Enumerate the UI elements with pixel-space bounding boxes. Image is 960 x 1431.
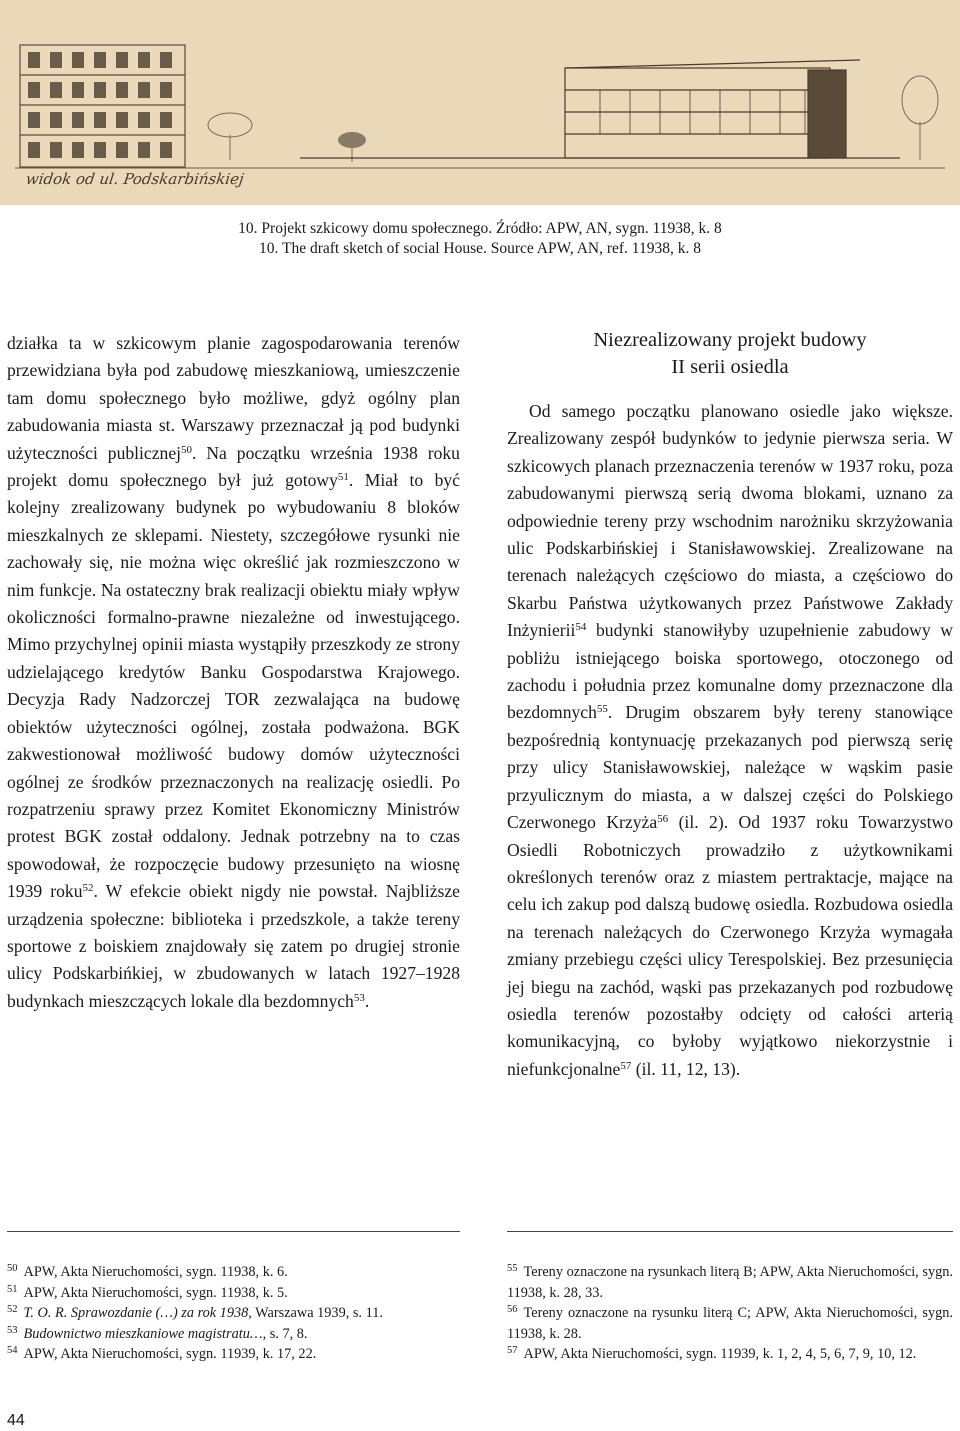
right-body-column (507, 327, 953, 1083)
footnote-57 (507, 1344, 953, 1365)
footnote-number: 51 (7, 1283, 18, 1295)
footnote-ref-54: 54 (575, 621, 587, 634)
caption-english: 10. The draft sketch of social House. Source APW, AN, ref. 11938, k. 8 (259, 240, 701, 257)
footnote-55 (507, 1262, 953, 1303)
footnote-ref-52: 52 (82, 882, 94, 895)
footnote-text: APW, Akta Nieruchomości, sygn. 11938, k. 6. (23, 1264, 288, 1280)
footnote-number: 54 (7, 1345, 18, 1357)
footnote-number: 55 (507, 1263, 518, 1274)
footnote-50 (7, 1262, 460, 1283)
footnote-text: Tereny oznaczone na rysunkach literą B; APW, Akta Nieruchomości, sygn. 11938, k. 28, 33. (507, 1264, 953, 1301)
section-heading (507, 327, 953, 381)
footnote-ref-53: 53 (353, 991, 365, 1004)
heading-line-2: II serii osiedla (671, 356, 789, 378)
footnote-number: 57 (507, 1345, 518, 1357)
footnotes-left (7, 1262, 460, 1365)
text-run: Od samego początku planowano osiedle jako większe. Zrealizowany zespół budynków to jedynie pierwsza seria. W szkicowych planach przeznaczenia terenów w 1937 roku, poza zabudowanymi pierwszą serią dwoma blokami, uznano za odpowiednie tereny przy wschodnim narożniku skrzyżowania ulic Podskarbińskiej i Stanisławowskiej. Zrealizowane na terenach należących częściowo do miasta, a częściowo do Skarbu Państwa użytkowanych przez Państwowe Zakłady Inżynierii (507, 401, 953, 641)
footnote-53 (7, 1324, 460, 1345)
text-run: . Na początku września 1938 roku projekt domu społecznego był już gotowy (7, 442, 460, 491)
text-run: działka ta w szkicowym planie zagospodarowania terenów przewidziana była pod zabudowę mieszkaniową, umieszczenie tam domu społecznego było możliwe, gdyż ogólny plan zabudowania miasta st. Warszawy przeznaczał ją pod budynki użyteczności publicznej (7, 333, 460, 463)
sketch-inscription: widok od ul. Podskarbińskiej (24, 170, 245, 188)
left-body-column (7, 330, 460, 1015)
footnotes-right (507, 1262, 953, 1365)
footnote-rule-right (507, 1231, 953, 1232)
footnote-51 (7, 1283, 460, 1304)
footnote-ref-51: 51 (337, 471, 349, 484)
footnote-text: APW, Akta Nieruchomości, sygn. 11939, k. 1, 2, 4, 5, 6, 7, 9, 10, 12. (523, 1346, 917, 1363)
right-paragraph (507, 398, 953, 1083)
text-run: . Miał to być kolejny zrealizowany budynek po wybudowaniu 8 bloków mieszkalnych ze sklepami. Niestety, szczegółowe rysunki nie zachowały się, nie można więc określić jak rozmieszczono w nim funkcje. Na ostateczny brak realizacji obiektu miały wpływ okoliczności formalno-prawne niezależne od inwestującego. Mimo przychylnej opinii miasta wystąpiły przeszkody ze strony udzielającego kredytów Banku Gospodarstwa Krajowego. Decyzja Rady Nadzorczej TOR zezwalająca na budowę obiektów użyteczności ogólnej, została podważona. BGK zakwestionował możliwość budowy domów użyteczności ogólnej ze środków przeznaczonych na realizację osiedli. Po rozpatrzeniu sprawy przez Komitet Ekonomiczny Ministrów protest BGK został oddalony. Jednak potrzebny na to czas spowodował, że rozpoczęcie budowy przesunięto na wiosnę 1939 roku (7, 470, 460, 902)
footnote-number: 53 (7, 1324, 18, 1336)
footnote-text: , s. 7, 8. (262, 1325, 308, 1342)
page-number: 44 (7, 1412, 25, 1429)
footnote-rule-left (7, 1231, 460, 1232)
footnote-title: Budownictwo mieszkaniowe magistratu… (23, 1325, 263, 1342)
footnote-number: 52 (7, 1304, 18, 1316)
footnote-text: APW, Akta Nieruchomości, sygn. 11939, k. 17, 22. (23, 1346, 317, 1363)
footnote-52 (7, 1303, 460, 1324)
left-paragraph (7, 330, 460, 1015)
footnote-ref-55: 55 (596, 703, 608, 716)
footnote-number: 50 (7, 1263, 18, 1274)
figure-sketch (0, 0, 960, 205)
heading-line-1: Niezrealizowany projekt budowy (593, 329, 867, 351)
figure-caption (0, 219, 960, 259)
footnote-56 (507, 1303, 953, 1344)
footnote-text: Tereny oznaczone na rysunku literą C; APW, Akta Nieruchomości, sygn. 11938, k. 28. (507, 1305, 953, 1342)
text-run: (il. 2). Od 1937 roku Towarzystwo Osiedli Robotniczych prowadziło z użytkownikami określonych terenów oraz z miastem pertraktacje, mające na celu ich zakup pod dalszą budowę osiedla. Rozbudowa osiedla na terenach należących do Czerwonego Krzyża wymagała zmiany przebiegu części ulicy Terespolskiej. Bez przesunięcia jej biegu na zachód, wąski pas przekazanych pod rozbudowę osiedla terenów pozostałby odcięty od całości arterią komunikacyjną, co byłoby wyjątkowo niekorzystnie i niefunkcjonalne (507, 812, 953, 1079)
text-run: budynki stanowiłyby uzupełnienie zabudowy w pobliżu istniejącego boiska sportowego, otoczonego od zachodu i południa przez komunalne domy przeznaczone dla bezdomnych (507, 620, 953, 723)
footnote-text: APW, Akta Nieruchomości, sygn. 11938, k. 5. (23, 1284, 288, 1301)
text-run: (il. 11, 12, 13). (631, 1058, 741, 1079)
footnote-number: 56 (507, 1304, 518, 1316)
footnote-54 (7, 1344, 460, 1365)
text-run: . Drugim obszarem były tereny stanowiące bezpośrednią kontynuację przekazanych pod pierwszą serię przy ulicy Stanisławowskiej, należące w wąskim pasie przyulicznym do miasta, a w dalszej części do Polskiego Czerwonego Krzyża (507, 702, 953, 833)
footnote-ref-57: 57 (620, 1059, 632, 1072)
footnote-ref-50: 50 (181, 443, 193, 456)
footnote-text: , Warszawa 1939, s. 11. (248, 1305, 383, 1322)
text-run: . (364, 990, 370, 1011)
footnote-title: T. O. R. Sprawozdanie (…) za rok 1938 (23, 1305, 249, 1322)
caption-polish: 10. Projekt szkicowy domu społecznego. Źródło: APW, AN, sygn. 11938, k. 8 (238, 220, 722, 237)
footnote-ref-56: 56 (657, 813, 669, 826)
text-run: . W efekcie obiekt nigdy nie powstał. Najbliższe urządzenia społeczne: biblioteka i przedszkole, a także tereny sportowe z boiskiem znajdowały się zatem po drugiej stronie ulicy Podskarbińkiej, w zbudowanych w latach 1927–1928 budynkach mieszczących lokale dla bezdomnych (7, 881, 460, 1011)
